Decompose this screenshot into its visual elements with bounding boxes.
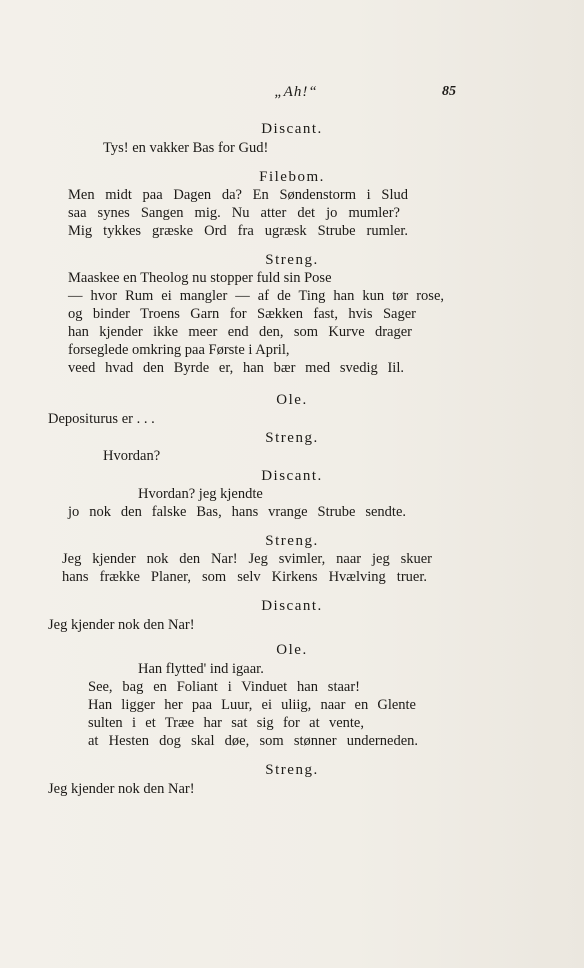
verse-line: Jeg kjender nok den Nar! [48,617,195,633]
verse-line: Tys! en vakker Bas for Gud! [103,140,269,156]
speaker-name: Streng. [265,533,319,549]
speaker-name: Ole. [276,392,308,408]
speaker-name: Streng. [265,762,319,778]
verse-line: Jeg kjender nok den Nar! [48,781,195,797]
verse-line: Men midt paa Dagen da? En Søndenstorm i Slud [68,187,408,203]
verse-line: See, bag en Foliant i Vinduet han staar! [88,679,360,695]
verse-line: — hvor Rum ei mangler — af de Ting han kun tør rose, [68,288,444,304]
speaker-name: Streng. [265,252,319,268]
running-title: „Ah!“ [274,84,318,100]
verse-line: Depositurus er . . . [48,411,155,427]
verse-line: Mig tykkes græske Ord fra ugræsk Strube rumler. [68,223,408,239]
speaker-name: Streng. [265,430,319,446]
verse-line: Hvordan? jeg kjendte [138,486,263,502]
verse-line: Han ligger her paa Luur, ei uliig, naar en Glente [88,697,416,713]
speaker-name: Ole. [276,642,308,658]
verse-line: Hvordan? [103,448,161,464]
verse-line: Jeg kjender nok den Nar! Jeg svimler, naar jeg skuer [62,551,432,567]
speaker-name: Discant. [261,121,323,137]
verse-line: han kjender ikke meer end den, som Kurve drager [68,324,412,340]
verse-line: og binder Troens Garn for Sækken fast, hvis Sager [68,306,416,322]
verse-line: Maaskee en Theolog nu stopper fuld sin Pose [68,270,332,286]
verse-line: Han flytted' ind igaar. [138,661,264,677]
verse-line: hans frække Planer, som selv Kirkens Hvælving truer. [62,569,427,585]
verse-line: jo nok den falske Bas, hans vrange Strube sendte. [68,504,406,520]
verse-line: at Hesten dog skal døe, som stønner underneden. [88,733,418,749]
speaker-name: Discant. [261,468,323,484]
verse-line: saa synes Sangen mig. Nu atter det jo mumler? [68,205,400,221]
speaker-name: Filebom. [259,169,325,185]
verse-line: forseglede omkring paa Første i April, [68,342,290,358]
speaker-name: Discant. [261,598,323,614]
page-number: 85 [442,84,456,99]
verse-line: veed hvad den Byrde er, han bær med svedig Iil. [68,360,404,376]
verse-line: sulten i et Træe har sat sig for at vente, [88,715,364,731]
